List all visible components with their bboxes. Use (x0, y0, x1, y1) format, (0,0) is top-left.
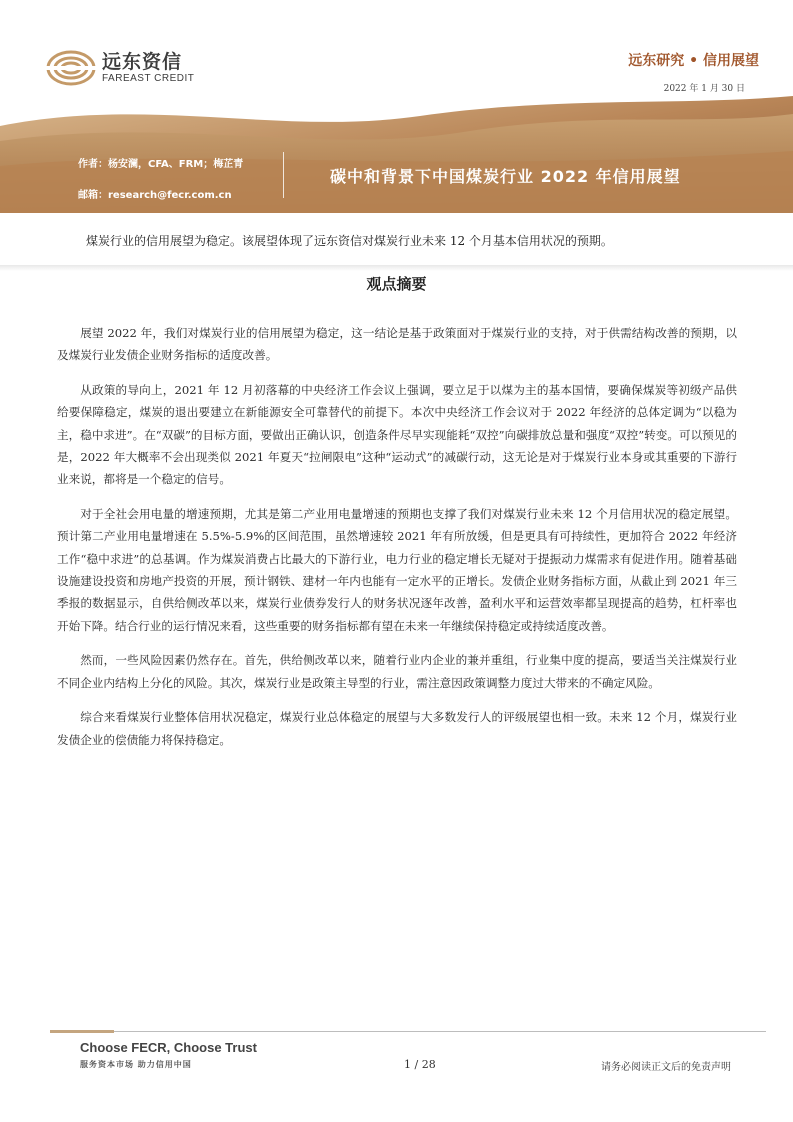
report-title: 碳中和背景下中国煤炭行业 2022 年信用展望 (330, 167, 681, 186)
disclaimer-note: 请务必阅读正文后的免责声明 (601, 1062, 731, 1073)
section-title: 观点摘要 (366, 275, 427, 293)
footer-slogan-chinese: 服务资本市场 助力信用中国 (80, 1060, 192, 1069)
logo-english-name: FAREAST CREDIT (102, 73, 195, 84)
paragraph: 展望 2022 年，我们对煤炭行业的信用展望为稳定，这一结论是基于政策面对于煤炭行业的支持，对于供需结构改善的预期，以及煤炭行业发债企业财务指标的适度改善。 (57, 326, 737, 363)
email-line: 邮箱：research@fecr.com.cn (78, 190, 232, 201)
summary-body (57, 322, 737, 763)
paragraph: 然而，一些风险因素仍然存在。首先，供给侧改革以来，随着行业内企业的兼并重组，行业集中度的提高，要适当关注煤炭行业不同企业内结构上分化的风险。其次，煤炭行业是政策主导型的行业，需注意因政策调整力度过大带来的不确定风险。 (57, 653, 737, 690)
banner-divider (283, 152, 284, 198)
series-tag: 远东研究 • 信用展望 (628, 53, 759, 69)
paragraph: 综合来看煤炭行业整体信用状况稳定，煤炭行业总体稳定的展望与大多数发行人的评级展望也相一致。未来 12 个月，煤炭行业发债企业的偿债能力将保持稳定。 (57, 710, 737, 747)
footer-slogan: Choose FECR, Choose Trust (80, 1040, 257, 1055)
company-logo (46, 50, 194, 86)
logo-chinese-name: 远东资信 (102, 51, 183, 73)
footer-accent (50, 1030, 114, 1033)
footer-divider (50, 1031, 766, 1032)
report-date: 2022 年 1 月 30 日 (663, 84, 745, 94)
author-line: 作者：杨安澜，CFA、FRM；梅芷青 (78, 159, 244, 170)
paragraph: 对于全社会用电量的增速预期，尤其是第二产业用电量增速的预期也支撑了我们对煤炭行业未来 12 个月信用状况的稳定展望。预计第二产业用电量增速在 5.5%-5.9%的区间范围，虽然增速较 2021 年有所放缓，但是更具有可持续性，更加符合 2022 年经济工作“稳中求进”的总基调。作为煤炭消费占比最大的下游行业，电力行业的稳定增长无疑对于提振动力煤需求有促进作用。随着基础设施建设投资和房地产投资的开展，预计钢铁、建材一年内也能有一定水平的正增长。发债企业财务指标方面，从截止到 2021 年三季报的数据显示，自供给侧改革以来，煤炭行业债券发行人的财务状况逐年改善，盈利水平和运营效率都呈现提高的趋势，杠杆率也开始下降。结合行业的运行情况来看，这些重要的财务指标都有望在未来一年继续保持稳定或持续适度改善。 (57, 506, 737, 633)
section-separator (0, 265, 793, 271)
page-number: 1 / 28 (404, 1058, 436, 1071)
paragraph: 从政策的导向上，2021 年 12 月初落幕的中央经济工作会议上强调，要立足于以煤为主的基本国情，要确保煤炭等初级产品供给要保障稳定，煤炭的退出要建立在新能源安全可靠替代的前提下。本次中央经济工作会议对于 2022 年经济的总体定调为“以稳为主，稳中求进”。在“双碳”的目标方面，要做出正确认识，创造条件尽早实现能耗“双控”向碳排放总量和强度“双控”转变。可以预见的是，2022 年大概率不会出现类似 2021 年夏天“拉闸限电”这种“运动式”的减碳行动，这无论是对于煤炭行业本身或其重要的下游行业来说，都将是一个稳定的信号。 (57, 382, 737, 487)
outlook-statement: 煤炭行业的信用展望为稳定。该展望体现了远东资信对煤炭行业未来 12 个月基本信用状况的预期。 (86, 234, 613, 248)
logo-mark-icon (46, 50, 96, 86)
